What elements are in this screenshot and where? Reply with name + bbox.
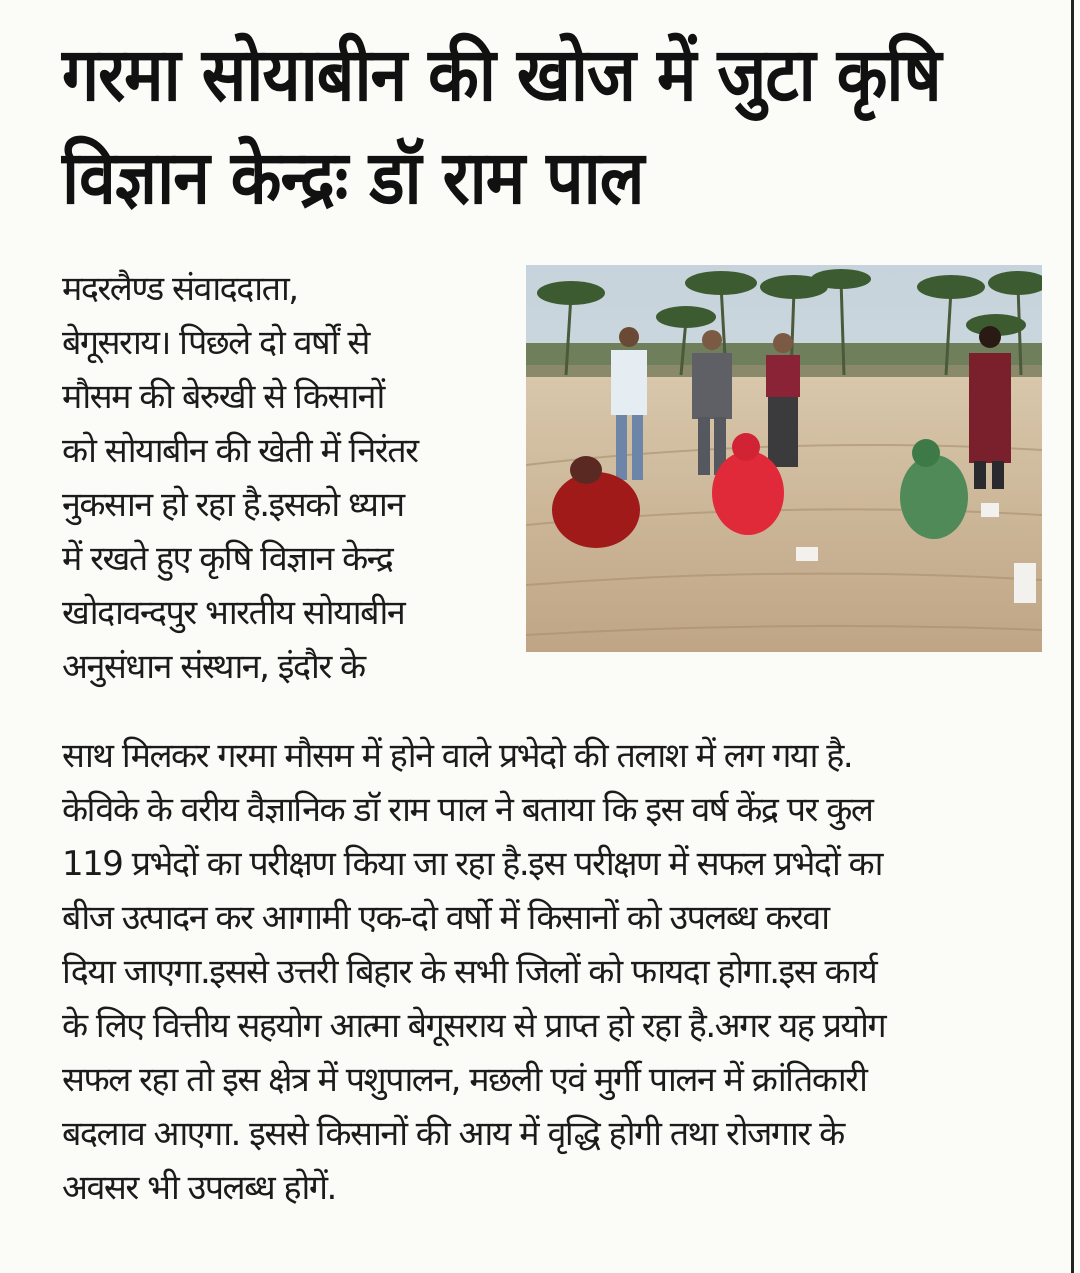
body-line: मौसम की बेरुखी से किसानों <box>62 377 384 417</box>
body-line: को सोयाबीन की खेती में निरंतर <box>62 431 418 471</box>
body-line: के लिए वित्तीय सहयोग आत्मा बेगूसराय से प्राप्त हो रहा है.अगर यह प्रयोग <box>62 1006 886 1046</box>
article-headline <box>62 24 1022 230</box>
body-line: खोदावन्दपुर भारतीय सोयाबीन <box>62 593 405 633</box>
body-line: दिया जाएगा.इससे उत्तरी बिहार के सभी जिलों को फायदा होगा.इस कार्य <box>62 952 877 992</box>
field-scene-illustration <box>526 265 1042 652</box>
body-line: नुकसान हो रहा है.इसको ध्यान <box>62 485 404 525</box>
body-line: मदरलैण्ड संवाददाता, <box>62 269 298 309</box>
body-line: साथ मिलकर गरमा मौसम में होने वाले प्रभेदो की तलाश में लग गया है. <box>62 736 853 776</box>
body-line: में रखते हुए कृषि विज्ञान केन्द्र <box>62 539 393 579</box>
article-body-continued <box>62 729 1042 1215</box>
body-line: बदलाव आएगा. इससे किसानों की आय में वृद्धि होगी तथा रोजगार के <box>62 1114 844 1154</box>
body-line: बेगूसराय। पिछले दो वर्षों से <box>62 323 369 363</box>
headline-line-2: विज्ञान केन्द्रः डॉ राम पाल <box>62 134 644 222</box>
article-body-intro <box>62 262 532 694</box>
body-line: बीज उत्पादन कर आगामी एक-दो वर्षो में किसानों को उपलब्ध करवा <box>62 898 829 938</box>
body-line: सफल रहा तो इस क्षेत्र में पशुपालन, मछली एवं मुर्गी पालन में क्रांतिकारी <box>62 1060 867 1100</box>
body-line: केविके के वरीय वैज्ञानिक डॉ राम पाल ने बताया कि इस वर्ष केंद्र पर कुल <box>62 790 873 830</box>
headline-line-1: गरमा सोयाबीन की खोज में जुटा कृषि <box>62 31 941 119</box>
body-line: 119 प्रभेदों का परीक्षण किया जा रहा है.इस परीक्षण में सफल प्रभेदों का <box>62 844 882 884</box>
column-rule <box>1071 0 1074 1273</box>
body-line: अनुसंधान संस्थान, इंदौर के <box>62 647 365 687</box>
body-line: अवसर भी उपलब्ध होगें. <box>62 1168 336 1208</box>
article-photo <box>526 265 1042 652</box>
